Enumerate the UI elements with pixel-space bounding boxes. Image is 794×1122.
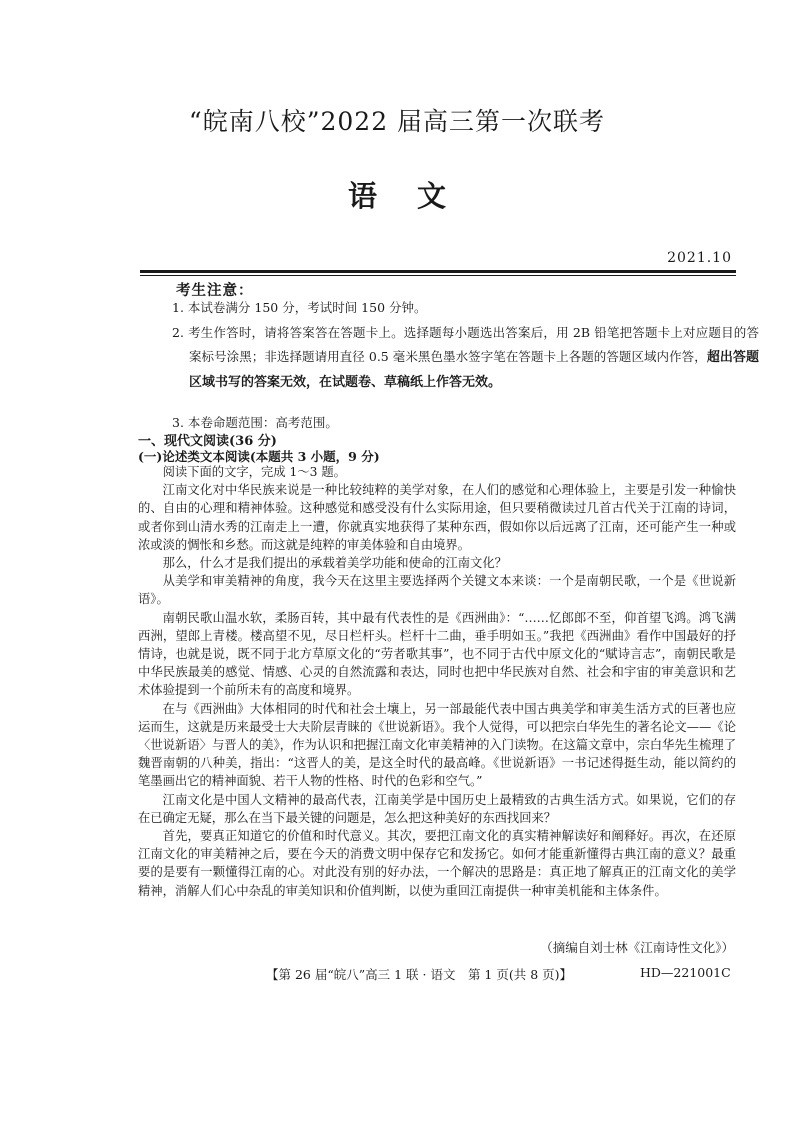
reading-passage: [138, 463, 736, 900]
notice-item-2-text: 2. 考生作答时，请将答案答在答题卡上。选择题每小题选出答案后，用 2B 铅笔把答题卡上对应题目的答案标号涂黑；非选择题请用直径 0.5 毫米黑色墨水签字笔在答题卡上各题的答题区域内作答，: [172, 325, 759, 364]
footer-page-info: 【第 26 届“皖八”高三 1 联 · 语文 第 1 页(共 8 页)】: [266, 967, 573, 982]
exam-title: “皖南八校”2022 届高三第一次联考: [188, 107, 606, 136]
header-rule-thick: [140, 270, 736, 273]
passage-paragraph: 江南文化是中国人文精神的最高代表，江南美学是中国历史上最精致的古典生活方式。如果说，它们的存在已确定无疑，那么在当下最关键的问题是，怎么把这种美好的东西找回来？: [138, 792, 736, 825]
notice-warning: 超出答题区域书写的答案无效，在试题卷、草稿纸上作答无效。: [189, 350, 759, 390]
section-heading: 一、现代文阅读(36 分): [138, 434, 277, 449]
notice-item-1: 1. 本试卷满分 150 分，考试时间 150 分钟。: [172, 300, 427, 315]
passage-source: （摘编自刘士林《江南诗性文化》）: [540, 940, 734, 955]
passage-paragraph: 在与《西洲曲》大体相同的时代和社会土壤上，另一部最能代表中国古典美学和审美生活方式的巨著也应运而生，这就是历来最受士大夫阶层青睐的《世说新语》。我个人觉得，可以把宗白华先生的著名论文——《论〈世说新语〉与晋人的美》，作为认识和把握江南文化审美精神的入门读物。在这篇文章中，宗白华先生梳理了魏晋南朝的八种美，指出：“这晋人的美，是这全时代的最高峰。《世说新语》一书记述得挺生动，能以简约的笔墨画出它的精神面貌、若干人物的性格、时代的色彩和空气。”: [138, 701, 736, 789]
passage-paragraph: 首先，要真正知道它的价值和时代意义。其次，要把江南文化的真实精神解读好和阐释好。再次，在还原江南文化的审美精神之后，要在今天的消费文明中保存它和发扬它。如何才能重新懂得古典江南的意义？最重要的是要有一颗懂得江南的心。对此没有别的好办法，一个解决的思路是：真正地了解真正的江南文化的美学精神，消解人们心中杂乱的审美知识和价值判断，以使为重回江南提供一种审美机能和主体条件。: [138, 829, 736, 898]
subsection-heading: (一)论述类文本阅读(本题共 3 小题，9 分): [138, 449, 380, 464]
passage-paragraph: 那么，什么才是我们提出的承载着美学功能和使命的江南文化？: [162, 556, 507, 571]
exam-date: 2021.10: [667, 250, 732, 266]
notice-title: 考生注意：: [176, 282, 254, 299]
passage-paragraph: 南朝民歌山温水软，柔肠百转，其中最有代表性的是《西洲曲》：“……忆郎郎不至，仰首望飞鸿。鸿飞满西洲，望郎上青楼。楼高望不见，尽日栏杆头。栏杆十二曲，垂手明如玉。”我把《西洲曲》看作中国最好的抒情诗，也就是说，既不同于北方草原文化的“劳者歌其事”，也不同于古代中原文化的“赋诗言志”，南朝民歌是中华民族最美的感觉、情感、心灵的自然流露和表达，同时也把中华民族对自然、社会和宇宙的审美意识和艺术体验提到一个前所未有的高度和境界。: [138, 610, 736, 698]
header-rule-thin: [140, 275, 736, 276]
passage-paragraph: 阅读下面的文字，完成 1～3 题。: [162, 465, 346, 479]
footer-code: HD—221001C: [640, 965, 731, 980]
passage-paragraph: 从美学和审美精神的角度，我今天在这里主要选择两个关键文本来谈：一个是南朝民歌，一个是《世说新语》。: [138, 574, 736, 607]
notice-item-2: [172, 321, 759, 395]
notice-item-3: 3. 本卷命题范围：高考范围。: [172, 415, 338, 430]
subject-title: 语文: [347, 179, 486, 213]
passage-paragraph: 江南文化对中华民族来说是一种比较纯粹的美学对象，在人们的感觉和心理体验上，主要是引发一种愉快的、自由的心理和精神体验。这种感觉和感受没有什么实际用途，但只要稍微读过几首古代关于江南的诗词，或者你到山清水秀的江南走上一遭，你就真实地获得了某种东西，假如你以后远离了江南，还可能产生一种或浓或淡的惆怅和乡愁。而这就是纯粹的审美体验和自由境界。: [138, 483, 736, 552]
